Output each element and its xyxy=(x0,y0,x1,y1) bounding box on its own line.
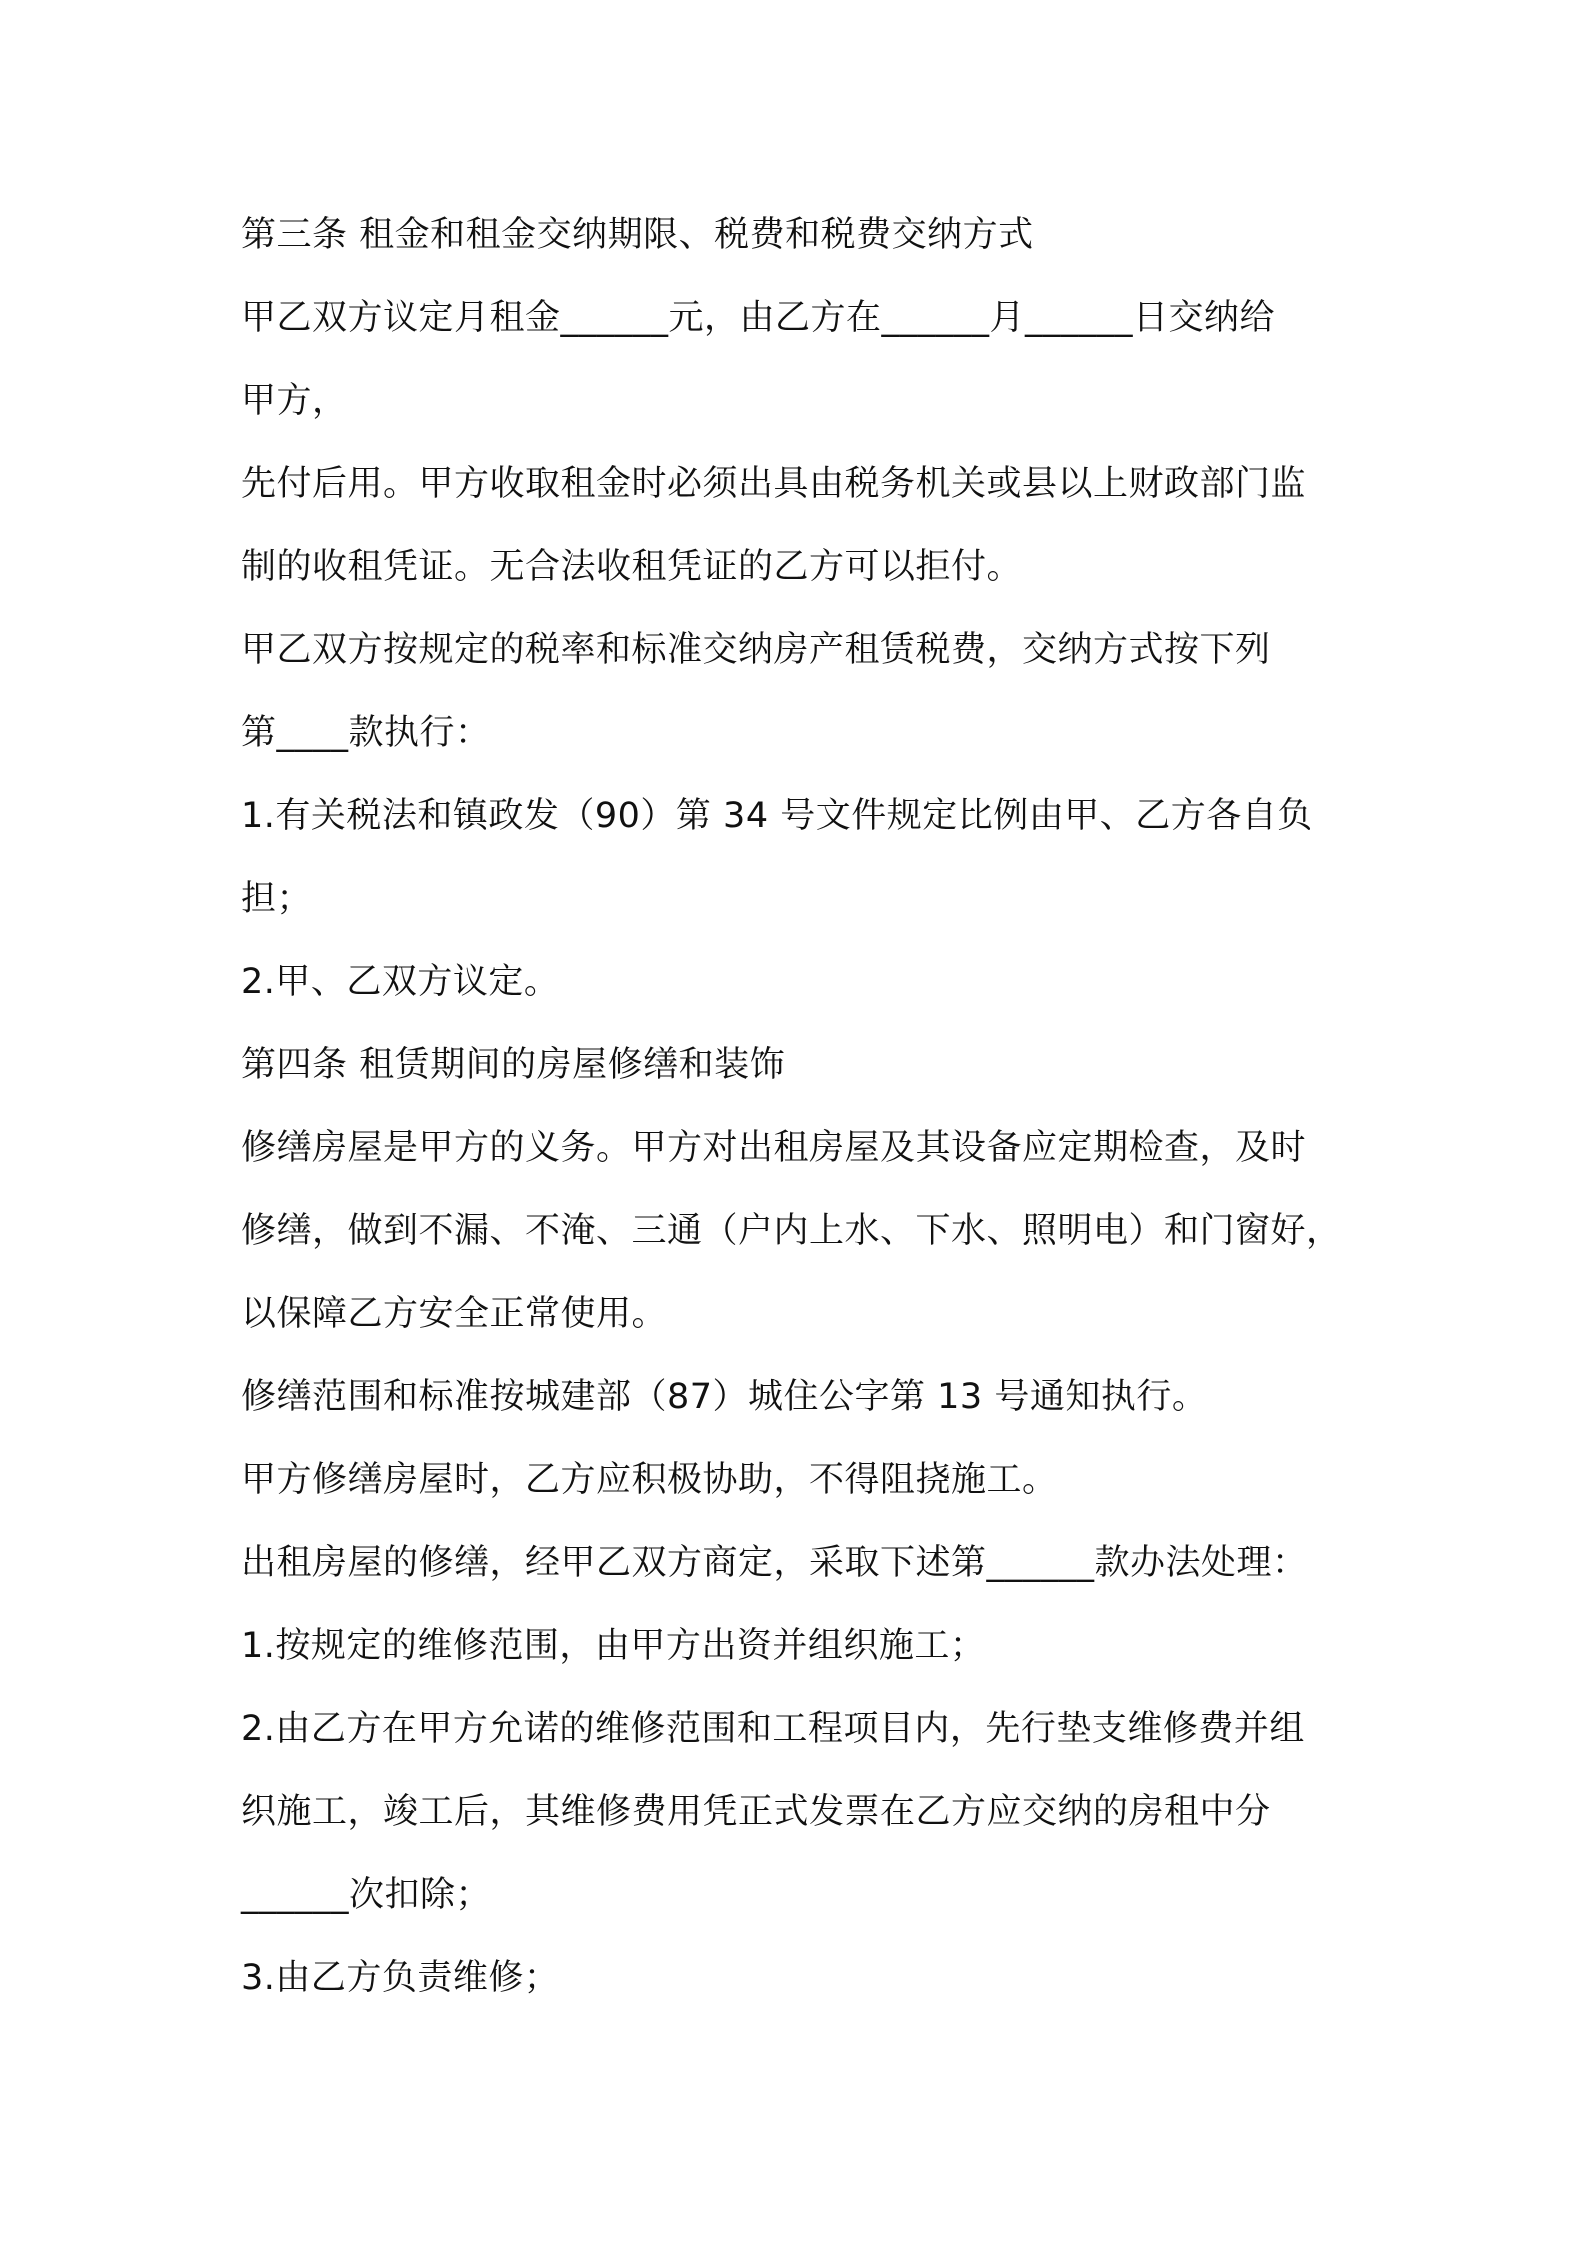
text-line: 修缮，做到不漏、不淹、三通（户内上水、下水、照明电）和门窗好， xyxy=(241,1211,1342,1251)
text-line: 甲方， xyxy=(241,381,348,421)
text-line: 修缮房屋是甲方的义务。甲方对出租房屋及其设备应定期检查，及时 xyxy=(241,1128,1307,1168)
list-item: 2.甲、乙双方议定。 xyxy=(241,962,560,1002)
rent-amount-line: 甲乙双方议定月租金______元，由乙方在______月______日交纳给 xyxy=(241,298,1276,338)
text-line: 织施工，竣工后，其维修费用凭正式发票在乙方应交纳的房租中分 xyxy=(241,1792,1271,1832)
text-line: 以保障乙方安全正常使用。 xyxy=(241,1294,668,1334)
list-item: 1.按规定的维修范围，由甲方出资并组织施工； xyxy=(241,1626,986,1666)
text-line: 第____款执行： xyxy=(241,713,491,753)
text-line: 担； xyxy=(241,879,313,919)
text-line: 出租房屋的修缮，经甲乙双方商定，采取下述第______款办法处理： xyxy=(241,1543,1308,1583)
text-line: 甲方修缮房屋时，乙方应积极协助，不得阻挠施工。 xyxy=(241,1460,1058,1500)
article-4-heading: 第四条 租赁期间的房屋修缮和装饰 xyxy=(241,1045,786,1085)
text-line: 制的收租凭证。无合法收租凭证的乙方可以拒付。 xyxy=(241,547,1023,587)
text-line: 甲乙双方按规定的税率和标准交纳房产租赁税费，交纳方式按下列 xyxy=(241,630,1271,670)
document-body xyxy=(241,194,1361,2020)
list-item: 1.有关税法和镇政发（90）第 34 号文件规定比例由甲、乙方各自负 xyxy=(241,796,1313,836)
text-line: 先付后用。甲方收取租金时必须出具由税务机关或县以上财政部门监 xyxy=(241,464,1307,504)
list-item: 2.由乙方在甲方允诺的维修范围和工程项目内，先行垫支维修费并组 xyxy=(241,1709,1305,1749)
text-line: 修缮范围和标准按城建部（87）城住公字第 13 号通知执行。 xyxy=(241,1377,1208,1417)
list-item: 3.由乙方负责维修； xyxy=(241,1958,560,1998)
article-3-heading: 第三条 租金和租金交纳期限、税费和税费交纳方式 xyxy=(241,215,1034,255)
text-line: ______次扣除； xyxy=(241,1875,492,1915)
